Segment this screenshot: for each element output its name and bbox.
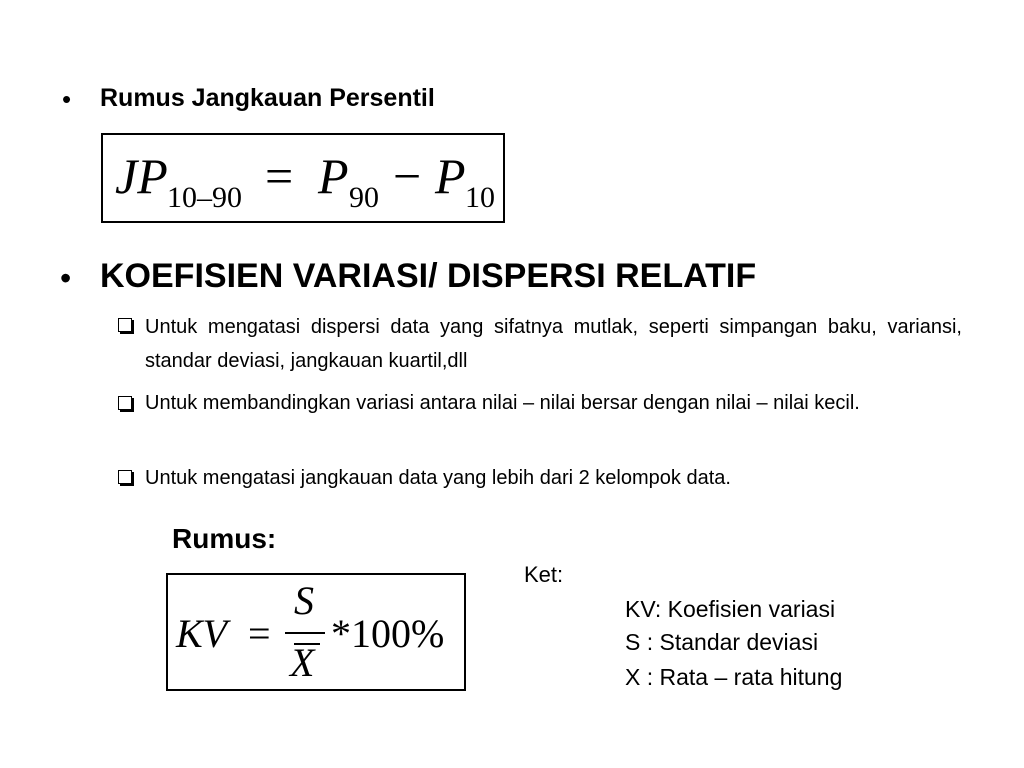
formula-equals: = (265, 148, 294, 204)
formula-p10: P (435, 148, 466, 204)
formula-tail: *100% (331, 611, 445, 656)
bullet-marker: • (62, 84, 72, 114)
ket-line-s: S : Standar deviasi (625, 629, 819, 655)
formula-jangkauan-persentil (101, 133, 505, 223)
fraction-bar (285, 632, 325, 634)
section-title-persentil: Rumus Jangkauan Persentil (100, 84, 435, 112)
list-item: Untuk mengatasi dispersi data yang sifatnya mutlak, seperti simpangan baku, variansi, standar deviasi, jangkauan kuartil,dll (145, 316, 962, 372)
ket-line-x: X : Rata – rata hitung (625, 664, 843, 690)
formula-koefisien-variasi (166, 573, 466, 691)
checkbox-bullet-icon (118, 396, 132, 410)
formula-equals: = (248, 611, 271, 656)
formula-jp: JP (115, 148, 168, 204)
formula-denominator: X (290, 640, 315, 685)
section-title-koefisien-variasi: KOEFISIEN VARIASI/ DISPERSI RELATIF (100, 257, 757, 295)
formula-numerator: S (294, 578, 314, 623)
checkbox-bullet-icon (118, 470, 132, 484)
rumus-label: Rumus: (172, 523, 277, 554)
checkbox-bullet-icon (118, 318, 132, 332)
list-item: Untuk membandingkan variasi antara nilai – nilai bersar dengan nilai – nilai kecil. (145, 392, 860, 414)
ket-title: Ket: (524, 562, 564, 587)
formula-p90-subscript: 90 (349, 181, 379, 214)
formula-p90: P (318, 148, 349, 204)
ket-line-kv: KV: Koefisien variasi (625, 596, 836, 622)
bullet-marker: • (60, 260, 72, 296)
formula-p10-subscript: 10 (465, 181, 495, 214)
formula-minus: − (393, 148, 422, 204)
list-item: Untuk mengatasi jangkauan data yang lebih dari 2 kelompok data. (145, 467, 731, 489)
formula-kv: KV (176, 611, 228, 656)
formula-jp-subscript: 10–90 (167, 181, 242, 214)
